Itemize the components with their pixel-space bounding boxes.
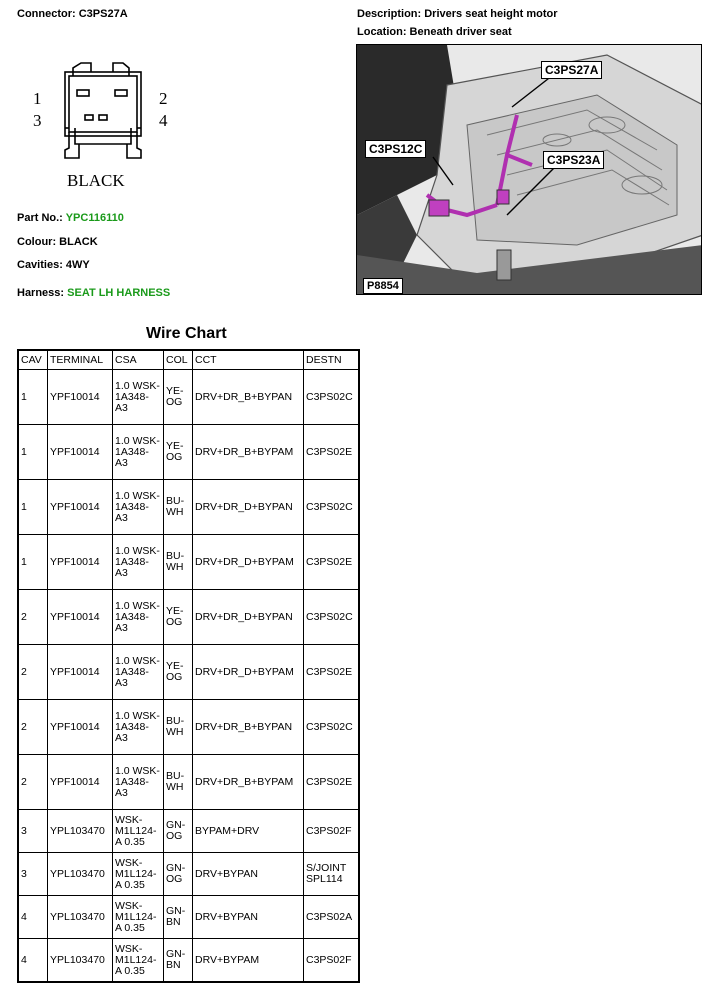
cell-terminal: YPL103470	[48, 853, 113, 896]
cell-cct: DRV+DR_D+BYPAN	[193, 480, 304, 535]
col-header-col: COL	[164, 350, 193, 370]
cell-terminal: YPF10014	[48, 755, 113, 810]
cell-destn: C3PS02A	[304, 896, 360, 939]
table-row	[18, 535, 359, 590]
cell-cav: 2	[18, 700, 48, 755]
cell-destn: C3PS02E	[304, 645, 360, 700]
seat-frame-illustration	[357, 45, 702, 295]
cell-col: YE-OG	[164, 425, 193, 480]
cell-cct: DRV+DR_D+BYPAM	[193, 535, 304, 590]
harness-value[interactable]: SEAT LH HARNESS	[67, 287, 171, 299]
location-text: Location: Beneath driver seat	[357, 26, 512, 38]
wire-chart-table	[17, 349, 360, 983]
table-row	[18, 645, 359, 700]
cell-cct: DRV+DR_B+BYPAN	[193, 370, 304, 425]
cell-col: GN-BN	[164, 896, 193, 939]
location-illustration	[356, 44, 702, 295]
colour-text: Colour: BLACK	[17, 236, 98, 248]
table-row	[18, 810, 359, 853]
cell-csa: 1.0 WSK-1A348-A3	[113, 755, 164, 810]
cell-cct: DRV+DR_B+BYPAN	[193, 700, 304, 755]
table-row	[18, 425, 359, 480]
cell-cav: 1	[18, 480, 48, 535]
cell-destn: C3PS02F	[304, 939, 360, 983]
harness-label: Harness:	[17, 287, 65, 299]
cell-destn: C3PS02E	[304, 755, 360, 810]
figure-id: P8854	[363, 278, 403, 294]
cell-csa: 1.0 WSK-1A348-A3	[113, 370, 164, 425]
cell-col: BU-WH	[164, 535, 193, 590]
cell-cct: DRV+DR_B+BYPAM	[193, 755, 304, 810]
table-row	[18, 480, 359, 535]
callout-c3ps23a: C3PS23A	[543, 151, 604, 169]
pin-1-label: 1	[33, 89, 42, 108]
cell-cav: 1	[18, 535, 48, 590]
col-header-cct: CCT	[193, 350, 304, 370]
cell-destn: C3PS02C	[304, 480, 360, 535]
cell-col: BU-WH	[164, 480, 193, 535]
cell-cav: 2	[18, 590, 48, 645]
cell-col: GN-BN	[164, 939, 193, 983]
cell-terminal: YPL103470	[48, 939, 113, 983]
cell-destn: S/JOINT SPL114	[304, 853, 360, 896]
cell-csa: 1.0 WSK-1A348-A3	[113, 700, 164, 755]
cell-csa: 1.0 WSK-1A348-A3	[113, 645, 164, 700]
col-header-destn: DESTN	[304, 350, 360, 370]
pin-4-label: 4	[159, 111, 168, 130]
table-row	[18, 939, 359, 983]
connector-outline-icon	[25, 58, 185, 198]
cell-destn: C3PS02C	[304, 370, 360, 425]
cell-cav: 3	[18, 853, 48, 896]
cell-cct: DRV+DR_B+BYPAM	[193, 425, 304, 480]
cell-destn: C3PS02E	[304, 535, 360, 590]
table-row	[18, 590, 359, 645]
col-header-cav: CAV	[18, 350, 48, 370]
cavities-text: Cavities: 4WY	[17, 259, 90, 271]
connector-face-diagram	[25, 58, 185, 198]
cell-col: YE-OG	[164, 645, 193, 700]
cell-cav: 4	[18, 896, 48, 939]
harness-text	[17, 287, 170, 299]
cell-cct: DRV+BYPAN	[193, 853, 304, 896]
cell-terminal: YPL103470	[48, 810, 113, 853]
cell-cav: 2	[18, 645, 48, 700]
cell-cav: 3	[18, 810, 48, 853]
description-text: Description: Drivers seat height motor	[357, 8, 558, 20]
cell-cav: 4	[18, 939, 48, 983]
col-header-csa: CSA	[113, 350, 164, 370]
cell-cct: DRV+DR_D+BYPAM	[193, 645, 304, 700]
col-header-terminal: TERMINAL	[48, 350, 113, 370]
cell-csa: WSK-M1L124-A 0.35	[113, 896, 164, 939]
cell-csa: WSK-M1L124-A 0.35	[113, 853, 164, 896]
cell-destn: C3PS02C	[304, 700, 360, 755]
table-row	[18, 853, 359, 896]
cell-col: GN-OG	[164, 853, 193, 896]
callout-c3ps27a: C3PS27A	[541, 61, 602, 79]
cell-col: BU-WH	[164, 700, 193, 755]
cell-terminal: YPF10014	[48, 370, 113, 425]
callout-c3ps12c: C3PS12C	[365, 140, 426, 158]
table-header-row	[18, 350, 359, 370]
cell-csa: 1.0 WSK-1A348-A3	[113, 535, 164, 590]
cell-destn: C3PS02C	[304, 590, 360, 645]
part-number-value[interactable]: YPC116110	[65, 212, 124, 224]
cell-col: GN-OG	[164, 810, 193, 853]
wire-chart-title: Wire Chart	[146, 325, 227, 342]
table-row	[18, 896, 359, 939]
pin-3-label: 3	[33, 111, 42, 130]
cell-col: YE-OG	[164, 590, 193, 645]
table-row	[18, 700, 359, 755]
cell-terminal: YPF10014	[48, 645, 113, 700]
cell-cct: DRV+BYPAN	[193, 896, 304, 939]
cell-csa: 1.0 WSK-1A348-A3	[113, 480, 164, 535]
part-number	[17, 212, 124, 224]
cell-terminal: YPL103470	[48, 896, 113, 939]
cell-terminal: YPF10014	[48, 590, 113, 645]
part-number-label: Part No.:	[17, 212, 63, 224]
cell-csa: WSK-M1L124-A 0.35	[113, 939, 164, 983]
cell-cct: DRV+DR_D+BYPAN	[193, 590, 304, 645]
cell-terminal: YPF10014	[48, 700, 113, 755]
cell-cct: BYPAM+DRV	[193, 810, 304, 853]
cell-terminal: YPF10014	[48, 480, 113, 535]
cell-terminal: YPF10014	[48, 425, 113, 480]
cell-destn: C3PS02E	[304, 425, 360, 480]
cell-destn: C3PS02F	[304, 810, 360, 853]
table-row	[18, 755, 359, 810]
connector-color-caption: BLACK	[67, 171, 125, 190]
cell-cct: DRV+BYPAM	[193, 939, 304, 983]
cell-cav: 1	[18, 370, 48, 425]
cell-csa: WSK-M1L124-A 0.35	[113, 810, 164, 853]
cell-cav: 1	[18, 425, 48, 480]
cell-csa: 1.0 WSK-1A348-A3	[113, 590, 164, 645]
connector-title: Connector: C3PS27A	[17, 8, 128, 20]
cell-col: YE-OG	[164, 370, 193, 425]
cell-cav: 2	[18, 755, 48, 810]
table-row	[18, 370, 359, 425]
pin-2-label: 2	[159, 89, 168, 108]
cell-col: BU-WH	[164, 755, 193, 810]
cell-csa: 1.0 WSK-1A348-A3	[113, 425, 164, 480]
cell-terminal: YPF10014	[48, 535, 113, 590]
